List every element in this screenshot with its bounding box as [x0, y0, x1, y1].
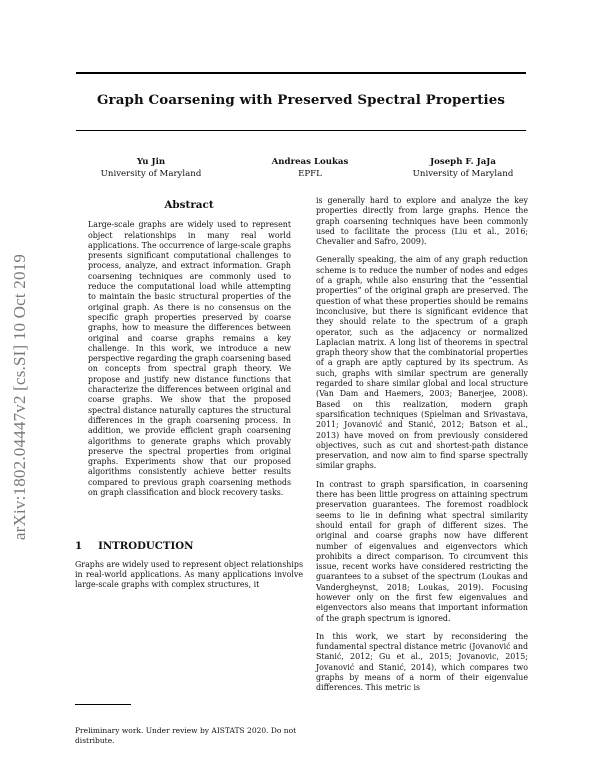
section-number: 1	[75, 540, 83, 553]
author-name: Joseph F. JaJa	[430, 157, 496, 167]
title-bottom-rule	[76, 130, 526, 131]
body-paragraph: In this work, we start by reconsidering the fundamental spectral distance metric (Jovanović and Stanić, 2012; Gu et al., 2015; Jovanovic, 2015; Jovanović and Stanić, 2014), which compares two graphs by means of a norm of their eigenvalue differences. This metric is	[316, 631, 528, 693]
author-affiliation: University of Maryland	[100, 169, 202, 179]
footnote-rule	[75, 704, 131, 705]
left-column	[75, 196, 303, 591]
title-top-rule	[76, 72, 526, 74]
author-affiliation: EPFL	[298, 169, 322, 179]
body-paragraph: is generally hard to explore and analyze the key properties directly from large graphs. Hence the graph coarsening techniques have been commonly used to facilitate the process (Liu et al., 2016; Chevalier and Safro, 2009).	[316, 196, 528, 247]
body-paragraph: In contrast to graph sparsification, in coarsening there has been little progress on attaining spectrum preservation guarantees. The foremost roadblock seems to lie in defining what spectral similarity should entail for graph of different sizes. The original and coarse graphs now have different number of eigenvalues and eigenvectors which prohibits a direct comparison. To circumvent this issue, recent works have considered restricting the guarantees to a subset of the spectrum (Loukas and Vandergheynst, 2018; Loukas, 2019). Focusing however only on the first few eigenvalues and eigenvectors also means that important information of the graph spectrum is ignored.	[316, 479, 528, 623]
abstract-text: Large-scale graphs are widely used to represent object relationships in many real world applications. The occurrence of large-scale graphs presents significant computational challenges to process, analyze, and extract information. Graph coarsening techniques are commonly used to reduce the computational load while attempting to maintain the basic structural properties of the original graph. As there is no consensus on the specific graph properties preserved by coarse graphs, how to measure the differences between original and coarse graphs remains a key challenge. In this work, we introduce a new perspective regarding the graph coarsening based on concepts from spectral graph theory. We propose and justify new distance functions that characterize the differences between original and coarse graphs. We show that the proposed spectral distance naturally captures the structural differences in the graph coarsening process. In addition, we provide efficient graph coarsening algorithms to generate graphs which provably preserve the spectral properties from original graphs. Experiments show that our proposed algorithms consistently achieve better results compared to previous graph coarsening methods on graph classification and block recovery tasks.	[88, 220, 291, 498]
author-name: Yu Jin	[136, 157, 166, 167]
author-block	[255, 156, 365, 180]
author-block	[96, 156, 206, 180]
abstract-heading: Abstract	[164, 199, 214, 211]
author-name: Andreas Loukas	[271, 157, 349, 167]
paper-title: Graph Coarsening with Preserved Spectral Properties	[97, 92, 505, 108]
body-paragraph: Generally speaking, the aim of any graph reduction scheme is to reduce the number of nodes and edges of a graph, while also ensuring that the “essential properties” of the original graph are preserved. The question of what these properties should be remains inconclusive, but there is significant evidence that they should relate to the spectrum of a graph operator, such as the adjacency or normalized Laplacian matrix. A long list of theorems in spectral graph theory show that the combinatorial properties of a graph are aptly captured by its spectrum. As such, graphs with similar spectrum are generally regarded to share similar global and local structure (Van Dam and Haemers, 2003; Banerjee, 2008). Based on this realization, modern graph sparsification techniques (Spielman and Srivastava, 2011; Jovanović and Stanić, 2012; Batson et al., 2013) have moved on from previously considered objectives, such as cut and shortest-path distance preservation, and now aim to find sparse spectrally similar graphs.	[316, 255, 528, 471]
author-affiliation: University of Maryland	[412, 169, 514, 179]
arxiv-stamp: arXiv:1802.04447v2 [cs.SI] 10 Oct 2019	[10, 253, 29, 541]
author-block	[398, 156, 528, 180]
right-column	[316, 196, 528, 702]
intro-paragraph: Graphs are widely used to represent object relationships in real-world applications. As many applications involve large-scale graphs with complex structures, it	[75, 559, 303, 590]
section-heading	[75, 541, 303, 551]
footnote: Preliminary work. Under review by AISTATS 2020. Do not distribute.	[75, 726, 297, 746]
section-title: INTRODUCTION	[98, 540, 194, 553]
abstract-body	[88, 220, 291, 498]
